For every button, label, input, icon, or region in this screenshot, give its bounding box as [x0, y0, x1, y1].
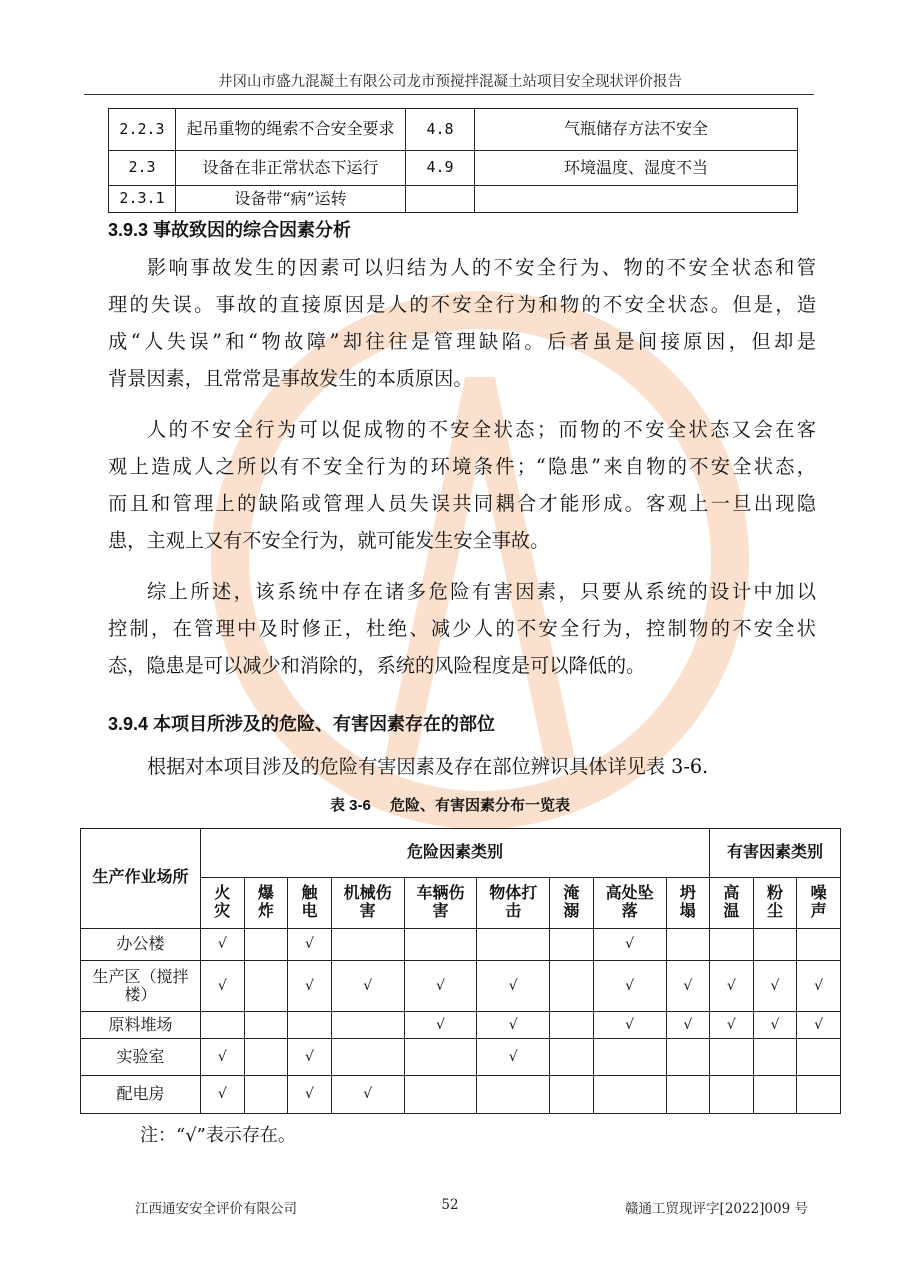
- place-cell: 实验室: [81, 1039, 201, 1076]
- check-mark-cell: √: [797, 961, 841, 1012]
- place-cell: 生产区（搅拌楼）: [81, 961, 201, 1012]
- paragraph-line: 人的不安全行为可以促成物的不安全状态；而物的不安全状态又会在客: [147, 418, 816, 441]
- table-note: 注：“√”表示存在。: [140, 1125, 296, 1146]
- empty-cell: [477, 1076, 550, 1114]
- cell: [406, 186, 475, 213]
- check-mark-cell: √: [477, 1039, 550, 1076]
- paragraph-line: 背景因素，且常常是事故发生的本质原因。: [108, 367, 473, 390]
- empty-cell: [331, 1039, 404, 1076]
- cell: 环境温度、湿度不当: [475, 151, 798, 186]
- check-mark-cell: √: [710, 1012, 754, 1039]
- column-header: 淹溺: [550, 878, 594, 929]
- table-row: [81, 961, 841, 1012]
- paragraph-line: 态，隐患是可以减少和消除的，系统的风险程度是可以降低的。: [108, 654, 646, 677]
- check-mark-cell: √: [753, 1012, 797, 1039]
- table-row: [109, 186, 798, 213]
- check-mark-cell: √: [477, 1012, 550, 1039]
- column-header: 机械伤害: [331, 878, 404, 929]
- check-mark-cell: √: [288, 1076, 332, 1114]
- paragraph-line: 理的失误。事故的直接原因是人的不安全行为和物的不安全状态。但是，造: [108, 293, 816, 316]
- column-header: 火灾: [201, 878, 245, 929]
- empty-cell: [201, 1012, 245, 1039]
- empty-cell: [797, 1039, 841, 1076]
- cell: 设备带“病”运转: [176, 186, 406, 213]
- empty-cell: [550, 961, 594, 1012]
- check-mark-cell: √: [404, 1012, 477, 1039]
- column-header: 爆炸: [244, 878, 288, 929]
- column-header: 物体打击: [477, 878, 550, 929]
- column-header: 坍塌: [666, 878, 710, 929]
- column-header: 噪声: [797, 878, 841, 929]
- cell: 气瓶储存方法不安全: [475, 109, 798, 151]
- check-mark-cell: √: [201, 1076, 245, 1114]
- table-row: [109, 109, 798, 151]
- place-cell: 配电房: [81, 1076, 201, 1114]
- empty-cell: [404, 929, 477, 961]
- empty-cell: [244, 961, 288, 1012]
- empty-cell: [550, 1039, 594, 1076]
- empty-cell: [550, 929, 594, 961]
- empty-cell: [288, 1012, 332, 1039]
- empty-cell: [797, 1076, 841, 1114]
- empty-cell: [753, 1039, 797, 1076]
- empty-cell: [550, 1012, 594, 1039]
- check-mark-cell: √: [797, 1012, 841, 1039]
- empty-cell: [666, 929, 710, 961]
- check-mark-cell: √: [753, 961, 797, 1012]
- section-3-9-4-paragraph: 根据对本项目涉及的危险有害因素及存在部位辨识具体详见表 3-6.: [147, 755, 709, 778]
- paragraph-line: 患，主观上又有不安全行为，就可能发生安全事故。: [108, 529, 550, 552]
- check-mark-cell: √: [288, 961, 332, 1012]
- table-caption: 表 3-6 危险、有害因素分布一览表: [329, 797, 571, 814]
- check-mark-cell: √: [593, 929, 666, 961]
- group-header-harmful: 有害因素类别: [710, 829, 841, 878]
- cell: 起吊重物的绳索不合安全要求: [176, 109, 406, 151]
- empty-cell: [710, 929, 754, 961]
- check-mark-cell: √: [593, 1012, 666, 1039]
- cell: 2.2.3: [109, 109, 176, 151]
- footer-report-number: 赣通工贸现评字[2022]009 号: [625, 1201, 808, 1217]
- check-mark-cell: √: [404, 961, 477, 1012]
- table-row: [109, 151, 798, 186]
- paragraph-line: 而且和管理上的缺陷或管理人员失误共同耦合才能形成。客观上一旦出现隐: [108, 492, 816, 515]
- check-mark-cell: √: [201, 1039, 245, 1076]
- place-cell: 原料堆场: [81, 1012, 201, 1039]
- check-mark-cell: √: [710, 961, 754, 1012]
- empty-cell: [244, 1076, 288, 1114]
- empty-cell: [331, 929, 404, 961]
- section-heading-3-9-4: 3.9.4 本项目所涉及的危险、有害因素存在的部位: [108, 714, 496, 734]
- group-header-danger: 危险因素类别: [201, 829, 710, 878]
- empty-cell: [797, 929, 841, 961]
- cell: 4.8: [406, 109, 475, 151]
- empty-cell: [331, 1012, 404, 1039]
- column-header: 触电: [288, 878, 332, 929]
- check-mark-cell: √: [666, 961, 710, 1012]
- empty-cell: [244, 1039, 288, 1076]
- footer-company: 江西通安安全评价有限公司: [135, 1201, 297, 1217]
- check-mark-cell: √: [201, 961, 245, 1012]
- place-cell: 办公楼: [81, 929, 201, 961]
- check-mark-cell: √: [593, 961, 666, 1012]
- column-header: 高温: [710, 878, 754, 929]
- empty-cell: [404, 1039, 477, 1076]
- table-row: [81, 1012, 841, 1039]
- cell: 4.9: [406, 151, 475, 186]
- empty-cell: [593, 1076, 666, 1114]
- column-header: 高处坠落: [593, 878, 666, 929]
- empty-cell: [404, 1076, 477, 1114]
- hazard-distribution-table: [80, 828, 841, 1114]
- check-mark-cell: √: [477, 961, 550, 1012]
- paragraph-line: 成“人失误”和“物故障”却往往是管理缺陷。后者虽是间接原因，但却是: [108, 330, 816, 353]
- empty-cell: [477, 929, 550, 961]
- empty-cell: [710, 1039, 754, 1076]
- empty-cell: [244, 1012, 288, 1039]
- paragraph-line: 观上造成人之所以有不安全行为的环境条件；“隐患”来自物的不安全状态，: [108, 455, 816, 478]
- corner-header: 生产作业场所: [81, 829, 201, 929]
- cell: 2.3.1: [109, 186, 176, 213]
- section-heading-3-9-3: 3.9.3 事故致因的综合因素分析: [108, 220, 352, 240]
- paragraph-line: 综上所述，该系统中存在诸多危险有害因素，只要从系统的设计中加以: [147, 580, 816, 603]
- running-header: 井冈山市盛九混凝土有限公司龙市预搅拌混凝土站项目安全现状评价报告: [218, 74, 682, 90]
- empty-cell: [753, 929, 797, 961]
- empty-cell: [550, 1076, 594, 1114]
- column-header: 车辆伤害: [404, 878, 477, 929]
- check-mark-cell: √: [201, 929, 245, 961]
- table-row: [81, 1039, 841, 1076]
- empty-cell: [753, 1076, 797, 1114]
- check-mark-cell: √: [288, 1039, 332, 1076]
- check-mark-cell: √: [666, 1012, 710, 1039]
- table-row: [81, 929, 841, 961]
- check-mark-cell: √: [331, 961, 404, 1012]
- cell: [475, 186, 798, 213]
- check-mark-cell: √: [331, 1076, 404, 1114]
- check-mark-cell: √: [288, 929, 332, 961]
- cell: 设备在非正常状态下运行: [176, 151, 406, 186]
- page-number: 52: [441, 1197, 459, 1213]
- cell: 2.3: [109, 151, 176, 186]
- header-rule: [84, 94, 814, 95]
- table-row: [81, 1076, 841, 1114]
- paragraph-line: 控制，在管理中及时修正，杜绝、减少人的不安全行为，控制物的不安全状: [108, 617, 816, 640]
- column-header: 粉尘: [753, 878, 797, 929]
- empty-cell: [593, 1039, 666, 1076]
- hazard-list-table-continued: [108, 108, 798, 213]
- table-header-row: [81, 829, 841, 878]
- empty-cell: [710, 1076, 754, 1114]
- empty-cell: [666, 1076, 710, 1114]
- empty-cell: [244, 929, 288, 961]
- empty-cell: [666, 1039, 710, 1076]
- paragraph-line: 影响事故发生的因素可以归结为人的不安全行为、物的不安全状态和管: [147, 256, 816, 279]
